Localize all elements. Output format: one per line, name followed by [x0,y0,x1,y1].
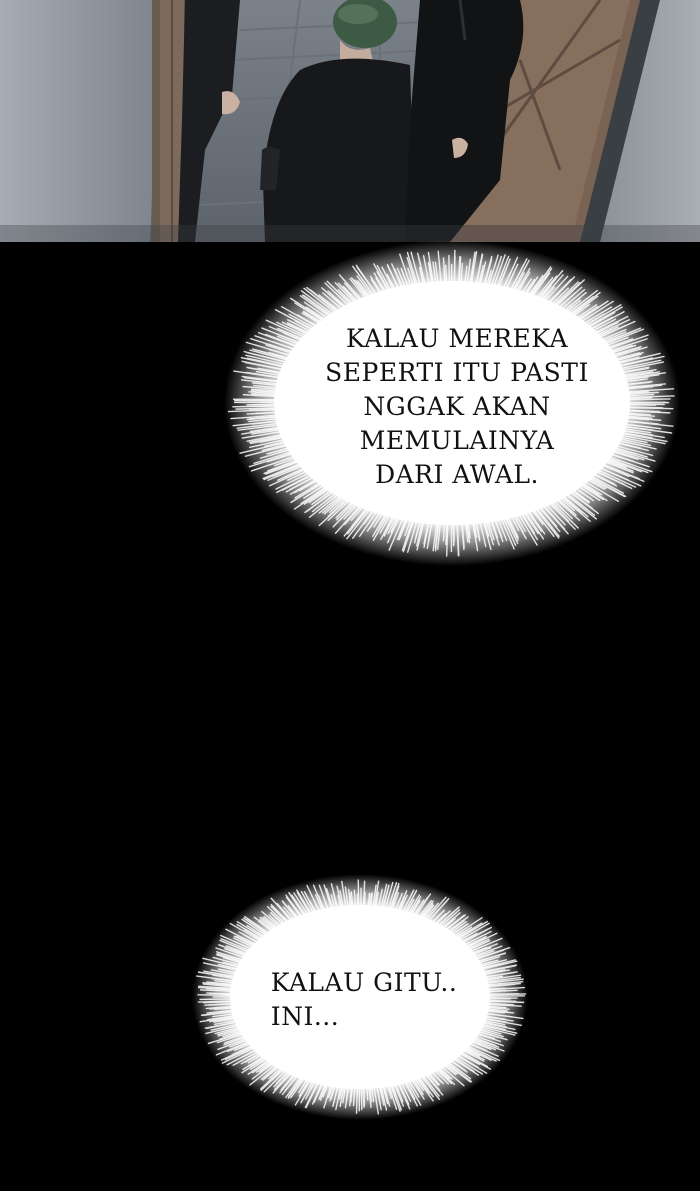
speech-bubble-1 [222,238,682,568]
hallway-panel [0,0,700,242]
hallway-illustration [0,0,700,242]
bubble-text-2: KALAU GITU.. INI... [270,968,458,1031]
speech-bubble-2 [190,872,530,1122]
bubble-text-1: KALAU MEREKA SEPERTI ITU PASTI NGGAK AKAN MEMULAINYA DARI AWAL. [325,324,589,489]
